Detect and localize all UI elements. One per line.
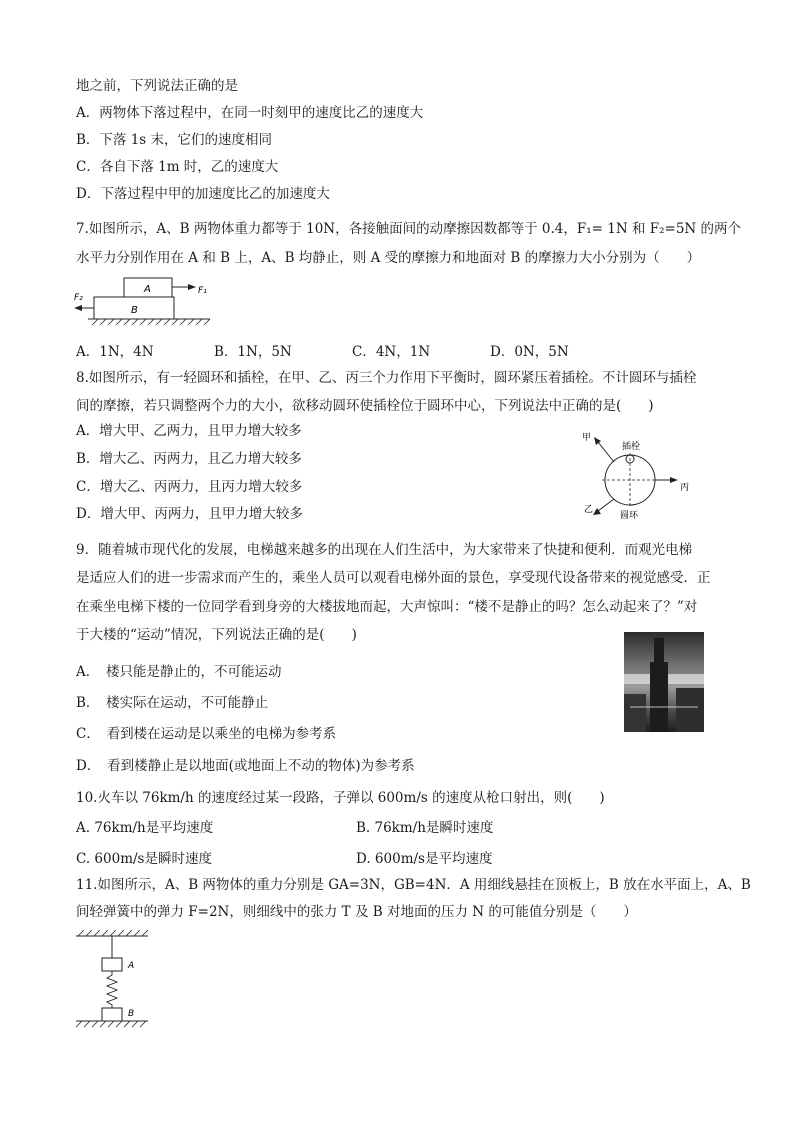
q8-option-b[interactable]: B．增大乙、丙两力，且乙力增大较多 [76,451,302,467]
q8-stem-2: 间的摩擦，若只调整两个力的大小，欲移动圆环使插栓位于圆环中心，下列说法中正确的是( ) [76,398,654,414]
q7-block-a-label: A [144,284,151,295]
q8-option-c[interactable]: C．增大乙、丙两力，且丙力增大较多 [76,479,303,495]
q9-stem-2: 是适应人们的进一步需求而产生的，乘坐人员可以观看电梯外面的景色，享受现代设备带来的视觉感受．正 [76,570,711,586]
q10-option-b[interactable]: B. 76km/h是瞬时速度 [356,820,494,836]
q6-option-d[interactable]: D．下落过程中甲的加速度比乙的加速度大 [76,186,330,202]
q6-stem-end: 地之前，下列说法正确的是 [76,78,238,94]
q9-option-a[interactable]: A． 楼只能是静止的，不可能运动 [76,664,282,680]
q9-stem-1: 9．随着城市现代化的发展，电梯越来越多的出现在人们生活中，为大家带来了快捷和便利．而观光电梯 [76,542,693,558]
q9-option-c[interactable]: C． 看到楼在运动是以乘坐的电梯为参考系 [76,726,337,742]
q8-option-a[interactable]: A．增大甲、乙两力，且甲力增大较多 [76,423,302,439]
q8-option-d[interactable]: D．增大甲、丙两力，且甲力增大较多 [76,506,303,522]
q11-label-b: B [128,1009,135,1019]
q10-stem: 10.火车以 76km/h 的速度经过某一段路，子弹以 600m/s 的速度从枪口射出，则( ) [76,790,605,806]
q10-option-d[interactable]: D. 600m/s是平均速度 [356,851,493,867]
q8-label-yi: 乙 [584,505,594,515]
q8-label-bing: 丙 [680,483,690,493]
q8-figure [580,428,720,523]
q6-option-b[interactable]: B．下落 1s 末，它们的速度相同 [76,132,273,148]
q7-figure [72,276,222,326]
q8-stem-1: 8.如图所示，有一轻圆环和插栓，在甲、乙、丙三个力作用下平衡时，圆环紧压着插栓。不计圆环与插栓 [76,370,697,386]
q7-option-a[interactable]: A．1N，4N [76,344,154,360]
q11-stem-1: 11.如图所示，A、B 两物体的重力分别是 GA=3N，GB=4N．A 用细线悬挂在顶板上，B 放在水平面上，A、B [76,877,751,893]
q7-stem-1: 7.如图所示，A、B 两物体重力都等于 10N，各接触面间的动摩擦因数都等于 0.4，F₁= 1N 和 F₂=5N 的两个 [76,221,742,237]
q8-label-peg: 插栓 [622,442,641,452]
q7-option-b[interactable]: B．1N，5N [214,344,292,360]
q11-stem-2: 间轻弹簧中的弹力 F=2N，则细线中的张力 T 及 B 对地面的压力 N 的可能值分别是（ ） [76,904,637,920]
q9-option-d[interactable]: D． 看到楼静止是以地面(或地面上不动的物体)为参考系 [76,758,415,774]
q6-option-c[interactable]: C．各自下落 1m 时，乙的速度大 [76,159,279,175]
q7-option-d[interactable]: D．0N，5N [490,344,569,360]
q6-option-a[interactable]: A．两物体下落过程中，在同一时刻甲的速度比乙的速度大 [76,105,424,121]
q7-force-2-label: F₂ [74,293,83,303]
q10-option-a[interactable]: A. 76km/h是平均速度 [76,820,214,836]
q11-label-a: A [128,961,135,971]
q11-figure [72,928,162,1033]
q8-label-jia: 甲 [582,433,592,443]
q8-label-ring: 圆环 [620,511,639,521]
q7-option-c[interactable]: C．4N，1N [352,344,431,360]
q9-option-b[interactable]: B． 楼实际在运动，不可能静止 [76,695,269,711]
q7-block-b-label: B [131,305,138,316]
q7-force-1-label: F₁ [198,286,207,296]
q9-stem-3: 在乘坐电梯下楼的一位同学看到身旁的大楼拔地而起，大声惊叫：“楼不是静止的吗？怎么动起来了？”对 [76,599,698,615]
q9-elevator-photo [624,632,704,732]
q7-stem-2: 水平力分别作用在 A 和 B 上，A、B 均静止，则 A 受的摩擦力和地面对 B 的摩擦力大小分别为（ ） [76,250,701,266]
q9-stem-4: 于大楼的“运动”情况，下列说法正确的是( ) [76,627,357,643]
q10-option-c[interactable]: C. 600m/s是瞬时速度 [76,851,212,867]
